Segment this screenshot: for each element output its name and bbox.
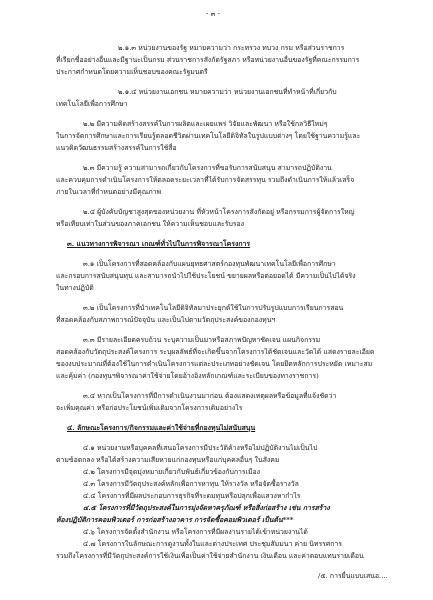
body-text-line: ของงบประมาณที่ต้องใช้ในการดำเนินโครงการแต่ละประเภทอย่างชัดเจน โดยยึดหลักการประหยัด เหมาะสม — [56, 360, 373, 368]
section-heading: ๓. แนวทางการพิจารณา เกณฑ์ทั่วไปในการพิจารณาโครงการ — [67, 240, 251, 248]
body-text-line: หรือเทียบเท่าในส่วนของภาคเอกชน ให้ความเห็นชอบและรับรอง — [56, 220, 245, 228]
body-text-line: /๕. การยื่นแบบเสนอ.... — [318, 572, 388, 580]
body-text-line: ๔.๕ โครงการที่มีวัตถุประสงค์ในการมุ่งจัดหาครุภัณฑ์ หรือสิ่งก่อสร้าง เช่น การสร้าง — [83, 504, 330, 512]
body-text-line: ที่เรียกชื่ออย่างอื่นและมีฐานะเป็นกรม ส่วนราชการสังกัดรัฐสภา หรือหน่วยงานอื่นของรัฐที่คณะกรรมการ — [56, 56, 360, 64]
body-text-line: ๔.๑ หน่วยงานหรือบุคคลที่เสนอโครงการมีประวัติค้างหรือไม่ปฏิบัติงานไม่เป็นไป — [83, 444, 318, 452]
body-text-line: ๓.๔ หากเป็นโครงการที่มีการดำเนินงานมาก่อน ต้องแสดงเหตุผลหรือข้อมูลที่แจ้งชัดว่า — [83, 392, 337, 400]
body-text-line: และกรอบการสนับสนุนทุน และสามารถนำไปใช้ประโยชน์ ขยายผลหรือต่อยอดได้ มีความเป็นไปได้จริง — [56, 272, 356, 280]
body-text-line: รวมถึงโครงการที่มีวัตถุประสงค์การใช้เงินเพื่อเป็นค่าใช้จ่ายสำนักงาน เงินเดือน และค่าตอบแทนรายเดือน — [56, 552, 364, 560]
body-text-line: ๓.๒ เป็นโครงการที่นำเทคโนโลยีดิจิทัลมาประยุกต์ใช้ในการปรับรูปแบบการเรียนการสอน — [83, 304, 344, 312]
body-text-line: สอดคล้องกับวัตถุประสงค์โครงการ ระบุผลลัพธ์ที่จะเกิดขึ้นจากโครงการได้ชัดเจนและวัดได้ แสดงรายละเอียด — [56, 348, 375, 356]
page-number: - ๓ - — [206, 10, 220, 18]
body-text-line: และควบคุมการดำเนินโครงการให้ตลอดระยะเวลาที่ได้รับการจัดสรรทุน รวมถึงดำเนินการให้แล้วเสร็จ — [56, 176, 355, 184]
body-text-line: ๔.๓ โครงการมีวัตถุประสงค์หลักเพื่อการหาทุน ให้รางวัล หรือจัดซื้อรางวัล — [83, 480, 299, 488]
section-heading: ๔. ลักษณะโครงการ/กิจกรรมและค่าใช้จ่ายที่กองทุนไม่สนับสนุน — [67, 424, 256, 432]
body-text-line: ในการจัดการศึกษาและการเรียนรู้ตลอดชีวิตผ่านเทคโนโลยีดิจิทัลในรูปแบบต่างๆ โดยใช้ฐานความรู้และ — [56, 132, 361, 140]
body-text-line: เทคโนโลยีเพื่อการศึกษา — [56, 100, 128, 108]
body-text-line: ตามข้อตกลง หรือได้สร้างความเสียหายแก่กองทุนหรือแก่บุคคลอื่นๆ ในสังคม — [56, 456, 280, 464]
body-text-line: ภายในเวลาที่กำหนดอย่างมีคุณภาพ — [56, 188, 162, 196]
body-text-line: ๒.๓ มีความรู้ ความสามารถเกี่ยวกับโครงการที่ขอรับการสนับสนุน สามารถปฏิบัติงาน — [83, 164, 332, 172]
body-text-line: และคุ้มค่า (กองทุนฯพิจารณาค่าใช้จ่ายโดยอ้างอิงหลักเกณฑ์และระเบียบของทางราชการ) — [56, 372, 319, 380]
body-text-line: ที่สอดคล้องกับสภาพการณ์ปัจจุบัน และเป็นไปตามวัตถุประสงค์ของกองทุนฯ — [56, 316, 276, 324]
body-text-line: ในทางปฏิบัติ — [56, 284, 94, 292]
body-text-line: ๒.๑.๓ หน่วยงานของรัฐ หมายความว่า กระทรวง ทบวง กรม หรือส่วนราชการ — [118, 44, 345, 52]
body-text-line: ประกาศกำหนดโดยความเห็นชอบของคณะรัฐมนตรี — [56, 68, 208, 76]
body-text-line: ๓.๓ มีรายละเอียดครบถ้วน ระบุความเป็นมาหรือสภาพปัญหาชัดเจน แผนกิจกรรม — [83, 336, 321, 344]
body-text-line: ๓.๑ เป็นโครงการที่สอดคล้องกับแผนยุทธศาสตร์กองทุนพัฒนาเทคโนโลยีเพื่อการศึกษา — [83, 260, 336, 268]
body-text-line: ๔.๗ โครงการในลักษณะการดูงานทั้งในและต่างประเทศ ประชุมสัมมนา ค่าย นิทรรศการ — [83, 540, 342, 548]
body-text-line: ห้องปฏิบัติการคอมพิวเตอร์ การก่อสร้างอาคาร การจัดซื้อคอมพิวเตอร์ เป็นต้น*** — [56, 516, 294, 524]
body-text-line: ๒.๒ มีความคิดสร้างสรรค์ในการผลิตและเผยแพร่ วิจัยและพัฒนา หรือใช้กลวิธีใหม่ๆ — [83, 120, 328, 128]
body-text-line: จะเพิ่มคุณค่า หรือก่อประโยชน์เพิ่มเติมจากโครงการเดิมอย่างไร — [56, 404, 243, 412]
body-text-line: ๔.๖ โครงการจัดตั้งสำนักงาน หรือโครงการที่มีผลงานรายได้เข้าหน่วยงานได้ — [83, 528, 308, 536]
body-text-line: ๔.๒ โครงการมีจุดมุ่งหมายเกี่ยวกับพันธ์เกี่ยวข้องกับการเมือง — [83, 468, 260, 476]
body-text-line: แนวคิดวัฒนธรรมสร้างสรรค์ในการใช้สื่อ — [56, 144, 177, 152]
body-text-line: ๔.๔ โครงการที่มีผลประกอบการธุรกิจที่ระดมทุนหรือปลุกเพื่อแสวงหากำไร — [83, 492, 301, 500]
body-text-line: ๒.๔ ผู้บังคับบัญชาสูงสุดของหน่วยงาน ที่หัวหน้าโครงการสังกัดอยู่ หรือกรรมการผู้จัดการใหญ่ — [83, 208, 355, 216]
body-text-line: ๒.๑.๔ หน่วยงานเอกชน หมายความว่า หน่วยงานเอกชนที่ทำหน้าที่เกี่ยวกับ — [118, 88, 337, 96]
